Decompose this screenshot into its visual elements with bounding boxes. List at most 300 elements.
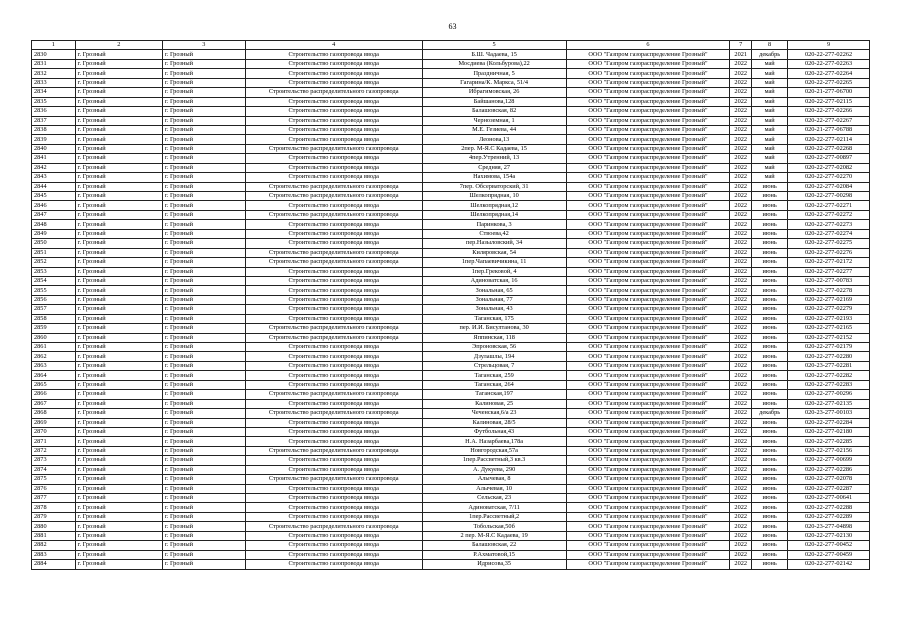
cell-row-number: 2864: [32, 371, 76, 380]
cell-row-number: 2858: [32, 314, 76, 323]
table-row: [32, 163, 870, 172]
table-row: [32, 135, 870, 144]
cell-row-number: 2852: [32, 258, 76, 267]
cell-month: июнь: [752, 427, 788, 436]
cell-reg-number: 020-22-277-02266: [788, 107, 870, 116]
cell-region: г. Грозный: [75, 324, 162, 333]
cell-row-number: 2882: [32, 541, 76, 550]
cell-region: г. Грозный: [75, 182, 162, 191]
cell-work-type: Строительство газопровода ввода: [245, 295, 422, 304]
cell-settlement: г. Грозный: [162, 541, 245, 550]
table-row: [32, 154, 870, 163]
cell-settlement: г. Грозный: [162, 494, 245, 503]
cell-organization: ООО "Газпром газораспределение Грозный": [566, 295, 730, 304]
cell-work-type: Строительство распределительного газопровода: [245, 409, 422, 418]
cell-year: 2022: [730, 163, 752, 172]
cell-work-type: Строительство газопровода ввода: [245, 50, 422, 59]
cell-organization: ООО "Газпром газораспределение Грозный": [566, 144, 730, 153]
table-row: [32, 361, 870, 370]
cell-month: июнь: [752, 550, 788, 559]
cell-work-type: Строительство распределительного газопровода: [245, 522, 422, 531]
cell-month: июнь: [752, 258, 788, 267]
cell-work-type: Строительство газопровода ввода: [245, 107, 422, 116]
table-row: [32, 333, 870, 342]
cell-settlement: г. Грозный: [162, 361, 245, 370]
table-row: [32, 182, 870, 191]
cell-work-type: Строительство газопровода ввода: [245, 456, 422, 465]
cell-row-number: 2837: [32, 116, 76, 125]
cell-region: г. Грозный: [75, 295, 162, 304]
cell-row-number: 2845: [32, 192, 76, 201]
table-row: [32, 248, 870, 257]
cell-region: г. Грозный: [75, 107, 162, 116]
cell-address: пер. И.И. Бисултанова, 30: [422, 324, 566, 333]
cell-settlement: г. Грозный: [162, 512, 245, 521]
cell-month: июнь: [752, 475, 788, 484]
cell-month: июнь: [752, 324, 788, 333]
cell-settlement: г. Грозный: [162, 144, 245, 153]
cell-address: Леонова,13: [422, 135, 566, 144]
cell-reg-number: 020-22-277-02135: [788, 399, 870, 408]
cell-month: июнь: [752, 380, 788, 389]
header-row: [32, 41, 870, 50]
cell-year: 2022: [730, 125, 752, 134]
cell-year: 2022: [730, 258, 752, 267]
cell-year: 2021: [730, 50, 752, 59]
table-row: [32, 399, 870, 408]
cell-reg-number: 020-22-277-02142: [788, 560, 870, 569]
cell-region: г. Грозный: [75, 371, 162, 380]
cell-year: 2022: [730, 97, 752, 106]
cell-month: июнь: [752, 541, 788, 550]
cell-row-number: 2862: [32, 352, 76, 361]
table-row: [32, 465, 870, 474]
cell-address: 2 пер. М-Я.С Кадаева, 19: [422, 531, 566, 540]
cell-address: Эпроновская, 56: [422, 343, 566, 352]
table-row: [32, 390, 870, 399]
cell-reg-number: 020-22-277-02274: [788, 229, 870, 238]
cell-year: 2022: [730, 69, 752, 78]
cell-region: г. Грозный: [75, 286, 162, 295]
cell-region: г. Грозный: [75, 163, 162, 172]
cell-address: А. Дукуева, 290: [422, 465, 566, 474]
column-header-4: 4: [245, 41, 422, 50]
cell-year: 2022: [730, 418, 752, 427]
column-header-9: 9: [788, 41, 870, 50]
cell-year: 2022: [730, 512, 752, 521]
cell-settlement: г. Грозный: [162, 484, 245, 493]
cell-month: июнь: [752, 239, 788, 248]
cell-reg-number: 020-22-277-00897: [788, 154, 870, 163]
table-row: [32, 475, 870, 484]
cell-row-number: 2838: [32, 125, 76, 134]
cell-reg-number: 020-22-277-02082: [788, 163, 870, 172]
cell-month: июнь: [752, 192, 788, 201]
cell-address: Дзулашлы, 194: [422, 352, 566, 361]
cell-organization: ООО "Газпром газораспределение Грозный": [566, 173, 730, 182]
cell-region: г. Грозный: [75, 248, 162, 257]
cell-year: 2022: [730, 220, 752, 229]
cell-region: г. Грозный: [75, 258, 162, 267]
cell-row-number: 2836: [32, 107, 76, 116]
cell-work-type: Строительство газопровода ввода: [245, 494, 422, 503]
cell-row-number: 2863: [32, 361, 76, 370]
cell-region: г. Грозный: [75, 541, 162, 550]
cell-address: Калиновая, 28/5: [422, 418, 566, 427]
cell-organization: ООО "Газпром газораспределение Грозный": [566, 560, 730, 569]
cell-reg-number: 020-22-277-02115: [788, 97, 870, 106]
cell-work-type: Строительство распределительного газопровода: [245, 144, 422, 153]
cell-month: декабрь: [752, 50, 788, 59]
cell-year: 2022: [730, 286, 752, 295]
cell-address: Идрисова,35: [422, 560, 566, 569]
cell-region: г. Грозный: [75, 380, 162, 389]
column-header-3: 3: [162, 41, 245, 50]
table-row: [32, 210, 870, 219]
cell-work-type: Строительство газопровода ввода: [245, 550, 422, 559]
cell-year: 2022: [730, 239, 752, 248]
cell-year: 2022: [730, 295, 752, 304]
cell-reg-number: 020-22-277-02286: [788, 465, 870, 474]
cell-row-number: 2841: [32, 154, 76, 163]
cell-region: г. Грозный: [75, 144, 162, 153]
table-row: [32, 69, 870, 78]
cell-row-number: 2876: [32, 484, 76, 493]
cell-row-number: 2866: [32, 390, 76, 399]
cell-month: июнь: [752, 295, 788, 304]
cell-settlement: г. Грозный: [162, 88, 245, 97]
cell-year: 2022: [730, 380, 752, 389]
cell-address: Шелкопрядная,12: [422, 201, 566, 210]
cell-year: 2022: [730, 276, 752, 285]
cell-year: 2022: [730, 409, 752, 418]
cell-year: 2022: [730, 503, 752, 512]
cell-address: 4пер.Утренний, 13: [422, 154, 566, 163]
cell-work-type: Строительство газопровода ввода: [245, 154, 422, 163]
cell-month: июнь: [752, 399, 788, 408]
cell-row-number: 2834: [32, 88, 76, 97]
cell-year: 2022: [730, 531, 752, 540]
cell-month: июнь: [752, 456, 788, 465]
cell-row-number: 2860: [32, 333, 76, 342]
cell-region: г. Грозный: [75, 239, 162, 248]
cell-reg-number: 020-22-277-02180: [788, 427, 870, 436]
cell-region: г. Грозный: [75, 352, 162, 361]
cell-settlement: г. Грозный: [162, 116, 245, 125]
cell-region: г. Грозный: [75, 503, 162, 512]
cell-address: Ствоева,42: [422, 229, 566, 238]
cell-reg-number: 020-22-277-02156: [788, 446, 870, 455]
cell-reg-number: 020-22-277-02282: [788, 371, 870, 380]
cell-region: г. Грозный: [75, 361, 162, 370]
table-row: [32, 276, 870, 285]
cell-work-type: Строительство газопровода ввода: [245, 380, 422, 389]
cell-reg-number: 020-21-277-06788: [788, 125, 870, 134]
cell-year: 2022: [730, 305, 752, 314]
cell-month: май: [752, 78, 788, 87]
cell-organization: ООО "Газпром газораспределение Грозный": [566, 465, 730, 474]
cell-work-type: Строительство распределительного газопровода: [245, 446, 422, 455]
cell-year: 2022: [730, 59, 752, 68]
table-row: [32, 295, 870, 304]
cell-row-number: 2846: [32, 201, 76, 210]
cell-organization: ООО "Газпром газораспределение Грозный": [566, 522, 730, 531]
cell-settlement: г. Грозный: [162, 531, 245, 540]
cell-address: Зональная, 65: [422, 286, 566, 295]
cell-work-type: Строительство газопровода ввода: [245, 352, 422, 361]
cell-organization: ООО "Газпром газораспределение Грозный": [566, 531, 730, 540]
cell-month: май: [752, 88, 788, 97]
cell-region: г. Грозный: [75, 390, 162, 399]
cell-reg-number: 020-22-277-02289: [788, 512, 870, 521]
cell-year: 2022: [730, 182, 752, 191]
cell-settlement: г. Грозный: [162, 314, 245, 323]
cell-year: 2022: [730, 210, 752, 219]
cell-row-number: 2869: [32, 418, 76, 427]
cell-year: 2022: [730, 107, 752, 116]
cell-region: г. Грозный: [75, 125, 162, 134]
cell-organization: ООО "Газпром газораспределение Грозный": [566, 210, 730, 219]
cell-month: май: [752, 163, 788, 172]
cell-work-type: Строительство распределительного газопровода: [245, 210, 422, 219]
cell-month: июнь: [752, 390, 788, 399]
table-row: [32, 258, 870, 267]
cell-organization: ООО "Газпром газораспределение Грозный": [566, 418, 730, 427]
cell-organization: ООО "Газпром газораспределение Грозный": [566, 182, 730, 191]
cell-region: г. Грозный: [75, 305, 162, 314]
cell-settlement: г. Грозный: [162, 427, 245, 436]
cell-address: Праздничная, 5: [422, 69, 566, 78]
cell-row-number: 2842: [32, 163, 76, 172]
column-header-2: 2: [75, 41, 162, 50]
cell-row-number: 2832: [32, 69, 76, 78]
cell-address: 7пер. Обсерваторский, 31: [422, 182, 566, 191]
cell-settlement: г. Грозный: [162, 78, 245, 87]
cell-region: г. Грозный: [75, 560, 162, 569]
cell-region: г. Грозный: [75, 267, 162, 276]
table-header: [32, 41, 870, 50]
cell-row-number: 2881: [32, 531, 76, 540]
cell-organization: ООО "Газпром газораспределение Грозный": [566, 333, 730, 342]
cell-settlement: г. Грозный: [162, 192, 245, 201]
cell-work-type: Строительство газопровода ввода: [245, 343, 422, 352]
cell-region: г. Грозный: [75, 69, 162, 78]
cell-month: май: [752, 69, 788, 78]
cell-address: 1пер.Рассветный,3 кв.3: [422, 456, 566, 465]
cell-month: июнь: [752, 465, 788, 474]
cell-organization: ООО "Газпром газораспределение Грозный": [566, 484, 730, 493]
cell-work-type: Строительство газопровода ввода: [245, 286, 422, 295]
cell-organization: ООО "Газпром газораспределение Грозный": [566, 78, 730, 87]
cell-organization: ООО "Газпром газораспределение Грозный": [566, 437, 730, 446]
cell-region: г. Грозный: [75, 484, 162, 493]
cell-work-type: Строительство газопровода ввода: [245, 465, 422, 474]
cell-work-type: Строительство распределительного газопровода: [245, 88, 422, 97]
cell-work-type: Строительство газопровода ввода: [245, 69, 422, 78]
cell-row-number: 2839: [32, 135, 76, 144]
table-row: [32, 88, 870, 97]
cell-year: 2022: [730, 229, 752, 238]
cell-month: май: [752, 154, 788, 163]
cell-address: Адиноватская, 16: [422, 276, 566, 285]
cell-work-type: Строительство газопровода ввода: [245, 503, 422, 512]
cell-address: Балашовская, 22: [422, 541, 566, 550]
cell-organization: ООО "Газпром газораспределение Грозный": [566, 409, 730, 418]
cell-organization: ООО "Газпром газораспределение Грозный": [566, 107, 730, 116]
cell-year: 2022: [730, 390, 752, 399]
cell-settlement: г. Грозный: [162, 324, 245, 333]
cell-settlement: г. Грозный: [162, 248, 245, 257]
table-row: [32, 446, 870, 455]
cell-month: июнь: [752, 229, 788, 238]
cell-row-number: 2856: [32, 295, 76, 304]
cell-organization: ООО "Газпром газораспределение Грозный": [566, 541, 730, 550]
cell-reg-number: 020-21-277-06700: [788, 88, 870, 97]
cell-address: Шелкопрядная,14: [422, 210, 566, 219]
cell-work-type: Строительство распределительного газопровода: [245, 475, 422, 484]
cell-reg-number: 020-22-277-00296: [788, 390, 870, 399]
cell-month: май: [752, 116, 788, 125]
cell-address: Таганская,197: [422, 390, 566, 399]
table-row: [32, 541, 870, 550]
cell-region: г. Грозный: [75, 192, 162, 201]
cell-region: г. Грозный: [75, 531, 162, 540]
table-row: [32, 173, 870, 182]
cell-year: 2022: [730, 192, 752, 201]
cell-region: г. Грозный: [75, 88, 162, 97]
cell-organization: ООО "Газпром газораспределение Грозный": [566, 229, 730, 238]
cell-reg-number: 020-22-277-00641: [788, 494, 870, 503]
table-row: [32, 437, 870, 446]
cell-organization: ООО "Газпром газораспределение Грозный": [566, 248, 730, 257]
cell-row-number: 2840: [32, 144, 76, 153]
cell-reg-number: 020-22-277-02263: [788, 59, 870, 68]
cell-organization: ООО "Газпром газораспределение Грозный": [566, 220, 730, 229]
cell-reg-number: 020-22-277-02130: [788, 531, 870, 540]
cell-organization: ООО "Газпром газораспределение Грозный": [566, 239, 730, 248]
cell-work-type: Строительство газопровода ввода: [245, 418, 422, 427]
cell-year: 2022: [730, 465, 752, 474]
cell-work-type: Строительство газопровода ввода: [245, 125, 422, 134]
table-row: [32, 305, 870, 314]
cell-row-number: 2868: [32, 409, 76, 418]
cell-settlement: г. Грозный: [162, 258, 245, 267]
cell-reg-number: 020-22-277-02267: [788, 116, 870, 125]
cell-month: июнь: [752, 305, 788, 314]
registry-table: [31, 40, 870, 570]
cell-work-type: Строительство газопровода ввода: [245, 314, 422, 323]
cell-reg-number: 020-22-277-02288: [788, 503, 870, 512]
cell-month: май: [752, 173, 788, 182]
cell-reg-number: 020-22-277-02287: [788, 484, 870, 493]
cell-row-number: 2878: [32, 503, 76, 512]
cell-year: 2022: [730, 522, 752, 531]
cell-row-number: 2851: [32, 248, 76, 257]
cell-reg-number: 020-22-277-02169: [788, 295, 870, 304]
table-row: [32, 560, 870, 569]
cell-organization: ООО "Газпром газораспределение Грозный": [566, 371, 730, 380]
cell-month: июнь: [752, 201, 788, 210]
cell-region: г. Грозный: [75, 399, 162, 408]
cell-settlement: г. Грозный: [162, 343, 245, 352]
cell-row-number: 2830: [32, 50, 76, 59]
cell-work-type: Строительство распределительного газопровода: [245, 324, 422, 333]
cell-year: 2022: [730, 446, 752, 455]
cell-address: Паринкова, 3: [422, 220, 566, 229]
column-header-6: 6: [566, 41, 730, 50]
cell-region: г. Грозный: [75, 550, 162, 559]
cell-reg-number: 020-22-277-00452: [788, 541, 870, 550]
cell-month: декабрь: [752, 409, 788, 418]
cell-region: г. Грозный: [75, 475, 162, 484]
cell-settlement: г. Грозный: [162, 286, 245, 295]
cell-year: 2022: [730, 560, 752, 569]
cell-work-type: Строительство газопровода ввода: [245, 484, 422, 493]
cell-organization: ООО "Газпром газораспределение Грозный": [566, 352, 730, 361]
cell-organization: ООО "Газпром газораспределение Грозный": [566, 258, 730, 267]
cell-month: июнь: [752, 314, 788, 323]
cell-organization: ООО "Газпром газораспределение Грозный": [566, 314, 730, 323]
cell-month: май: [752, 97, 788, 106]
cell-organization: ООО "Газпром газораспределение Грозный": [566, 276, 730, 285]
cell-settlement: г. Грозный: [162, 456, 245, 465]
cell-reg-number: 020-22-277-00459: [788, 550, 870, 559]
cell-year: 2022: [730, 154, 752, 163]
cell-address: Таганская, 264: [422, 380, 566, 389]
cell-organization: ООО "Газпром газораспределение Грозный": [566, 550, 730, 559]
column-header-1: 1: [32, 41, 76, 50]
cell-organization: ООО "Газпром газораспределение Грозный": [566, 305, 730, 314]
cell-year: 2022: [730, 437, 752, 446]
cell-month: июнь: [752, 494, 788, 503]
cell-year: 2022: [730, 550, 752, 559]
cell-region: г. Грозный: [75, 220, 162, 229]
cell-year: 2022: [730, 88, 752, 97]
cell-month: июнь: [752, 437, 788, 446]
cell-work-type: Строительство газопровода ввода: [245, 437, 422, 446]
cell-settlement: г. Грозный: [162, 503, 245, 512]
cell-settlement: г. Грозный: [162, 125, 245, 134]
table-row: [32, 97, 870, 106]
table-row: [32, 418, 870, 427]
cell-region: г. Грозный: [75, 465, 162, 474]
cell-year: 2022: [730, 201, 752, 210]
cell-address: 1пер.Рассветный,2: [422, 512, 566, 521]
cell-address: Стрельцовая, 7: [422, 361, 566, 370]
cell-organization: ООО "Газпром газораспределение Грозный": [566, 399, 730, 408]
cell-month: май: [752, 107, 788, 116]
cell-reg-number: 020-22-277-02264: [788, 69, 870, 78]
cell-work-type: Строительство газопровода ввода: [245, 361, 422, 370]
cell-settlement: г. Грозный: [162, 276, 245, 285]
table-row: [32, 239, 870, 248]
cell-month: июнь: [752, 343, 788, 352]
cell-region: г. Грозный: [75, 173, 162, 182]
cell-region: г. Грозный: [75, 59, 162, 68]
cell-organization: ООО "Газпром газораспределение Грозный": [566, 512, 730, 521]
cell-work-type: Строительство газопровода ввода: [245, 78, 422, 87]
cell-organization: ООО "Газпром газораспределение Грозный": [566, 286, 730, 295]
cell-year: 2022: [730, 427, 752, 436]
cell-month: июнь: [752, 361, 788, 370]
cell-settlement: г. Грозный: [162, 333, 245, 342]
cell-work-type: Строительство газопровода ввода: [245, 427, 422, 436]
cell-address: Таганская, 259: [422, 371, 566, 380]
cell-month: июнь: [752, 531, 788, 540]
cell-settlement: г. Грозный: [162, 135, 245, 144]
cell-organization: ООО "Газпром газораспределение Грозный": [566, 88, 730, 97]
cell-month: июнь: [752, 276, 788, 285]
